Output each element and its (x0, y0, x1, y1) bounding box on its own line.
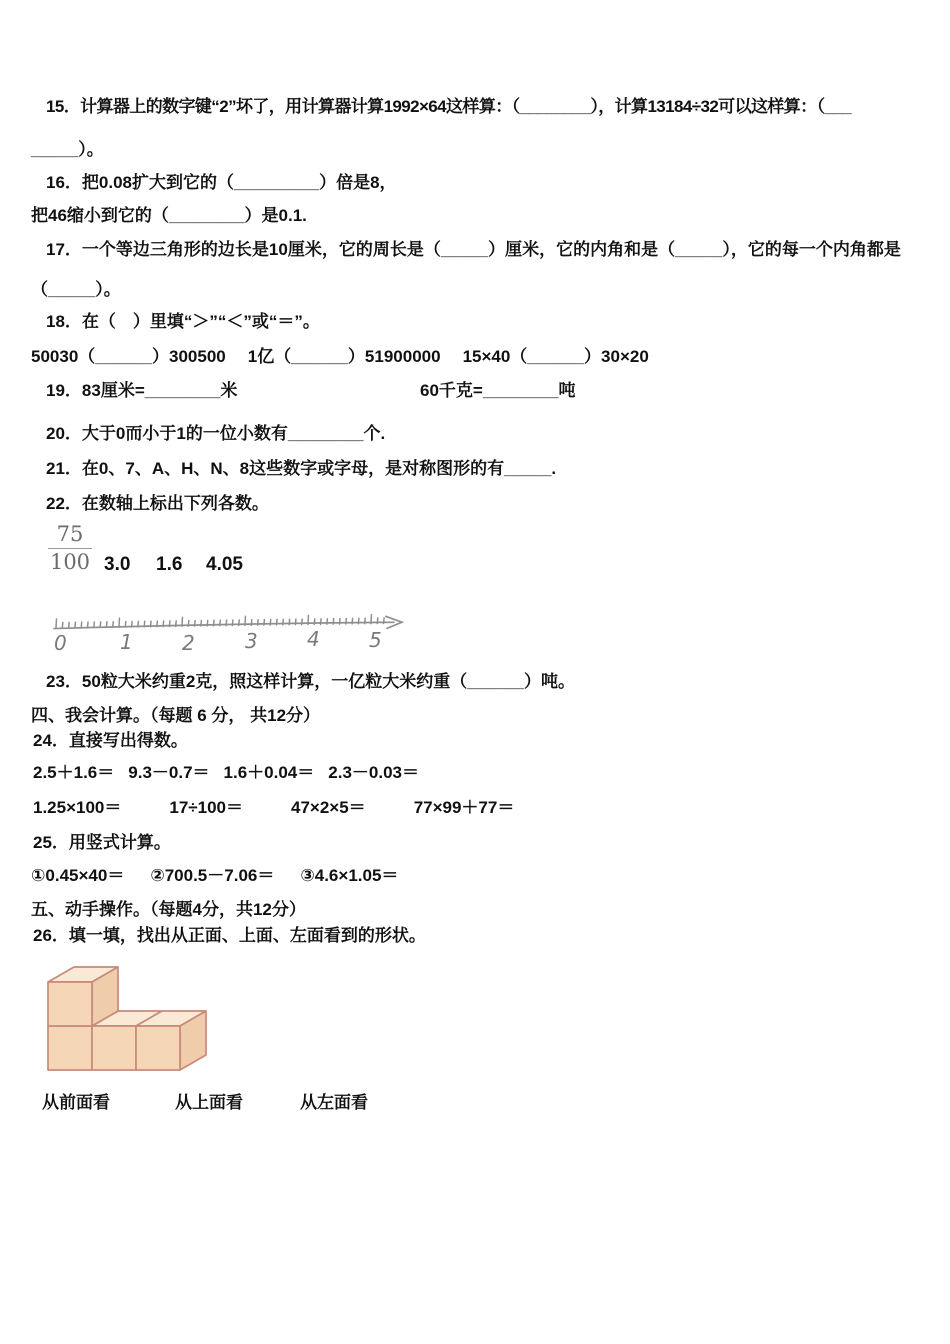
section-4-title: 四、我会计算。（每题 6 分， 共12分） (31, 706, 321, 725)
question-24-row-1 (33, 761, 419, 785)
question-16-line-2: 把46缩小到它的（________）是0.1. (31, 206, 307, 225)
question-24-title: 24．直接写出得数。 (33, 731, 188, 750)
calc-item: 2.3－0.03＝ (328, 763, 419, 782)
decimal-value: 3.0 (104, 554, 131, 575)
vertical-calc-item: ③4.6×1.05＝ (300, 866, 399, 885)
calc-item: 1.25×100＝ (33, 798, 122, 817)
decimal-value: 1.6 (156, 554, 183, 575)
question-22-title: 22．在数轴上标出下列各数。 (46, 494, 269, 513)
decimal-value: 4.05 (206, 554, 243, 575)
question-16-line-1: 16．把0.08扩大到它的（_________）倍是8， (46, 173, 397, 192)
question-19-part-1: 19．83厘米=________米 (46, 381, 238, 400)
question-25-items (31, 864, 398, 888)
vertical-calc-item: ①0.45×40＝ (31, 866, 125, 885)
question-18-title: 18．在（ ）里填“＞”“＜”或“＝”。 (46, 312, 320, 331)
view-label-top: 从上面看 (175, 1093, 243, 1112)
section-5-title: 五、动手操作。（每题4分，共12分） (31, 900, 306, 919)
number-line-label: 4 (307, 627, 320, 651)
comparison-item: 1亿（______）51900000 (247, 347, 441, 366)
fraction (48, 522, 92, 575)
calc-item: 47×2×5＝ (291, 798, 366, 817)
question-17-line-1: 17．一个等边三角形的边长是10厘米，它的周长是（_____）厘米，它的内角和是（_____），它的每一个内角都是 (46, 240, 901, 259)
number-line-label: 5 (369, 628, 382, 652)
number-line-label: 1 (120, 630, 133, 654)
calc-item: 9.3－0.7＝ (128, 763, 210, 782)
calc-item: 77×99＋77＝ (413, 798, 515, 817)
question-25-title: 25．用竖式计算。 (33, 833, 171, 852)
calc-item: 17÷100＝ (169, 798, 243, 817)
question-19-part-2: 60千克=________吨 (420, 381, 576, 400)
fraction-numerator: 75 (48, 522, 92, 549)
question-15-line-2: _____）。 (31, 140, 104, 159)
vertical-calc-item: ②700.5－7.06＝ (150, 866, 275, 885)
question-18-comparisons (31, 345, 649, 369)
view-label-left: 从左面看 (300, 1093, 368, 1112)
question-17-line-2: （_____）。 (31, 280, 121, 299)
cube-figure (44, 956, 219, 1086)
number-line-label: 2 (182, 631, 195, 655)
fraction-denominator: 100 (49, 550, 91, 575)
calc-item: 2.5＋1.6＝ (33, 763, 115, 782)
number-line-figure (46, 596, 428, 658)
number-line-label: 3 (245, 629, 258, 653)
question-26-title: 26．填一填，找出从正面、上面、左面看到的形状。 (33, 926, 426, 945)
question-15-line-1: 15．计算器上的数字键“2”坏了，用计算器计算1992×64这样算：（________），计算13184÷32可以这样算：（___ (46, 97, 852, 116)
comparison-item: 50030（______）300500 (31, 347, 226, 366)
question-20: 20．大于0而小于1的一位小数有________个. (46, 424, 386, 443)
question-23: 23．50粒大米约重2克，照这样计算，一亿粒大米约重（______）吨。 (46, 672, 575, 691)
question-24-row-2 (33, 796, 514, 820)
view-label-front: 从前面看 (42, 1093, 110, 1112)
question-21: 21．在0、7、A、H、N、8这些数字或字母，是对称图形的有_____. (46, 459, 557, 478)
calc-item: 1.6＋0.04＝ (223, 763, 315, 782)
number-line-label: 0 (54, 631, 67, 655)
comparison-item: 15×40（______）30×20 (462, 347, 649, 366)
cube-stack (48, 967, 206, 1070)
